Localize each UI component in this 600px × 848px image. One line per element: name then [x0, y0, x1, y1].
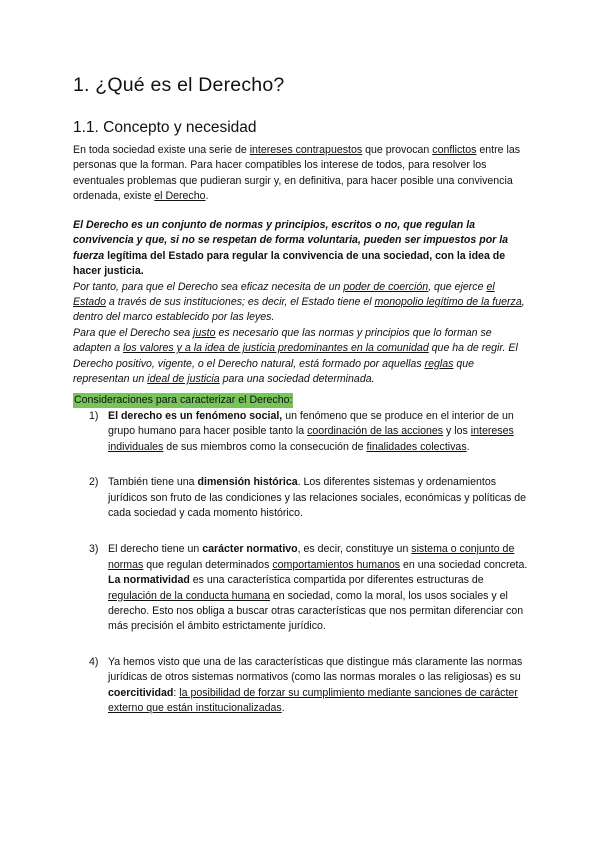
definition-underline: justo: [193, 326, 216, 339]
list-number: 3): [89, 543, 99, 556]
definition-underline: ideal de justicia: [147, 373, 220, 386]
item-text: de sus miembros como la consecución de: [163, 440, 367, 453]
item-bold: coercitividad: [108, 686, 174, 699]
considerations-list: [73, 409, 529, 717]
item-underline: la posibilidad de forzar su cumplimiento mediante sanciones de carácter externo que están institucionalizadas: [108, 686, 518, 715]
list-item: [73, 475, 529, 521]
definition-justice: [73, 326, 529, 388]
list-item: [73, 409, 529, 455]
intro-text: En toda sociedad existe una serie de: [73, 144, 250, 156]
item-bold: La normatividad: [108, 574, 190, 587]
definition-text: que representan un: [73, 357, 475, 386]
definition-text: Por tanto, para que el Derecho sea eficaz necesita de un: [73, 280, 344, 293]
definition-text: que ha de regir. El Derecho positivo, vigente, o el Derecho natural, está formado por aquellas: [73, 342, 518, 370]
definition-text: para una sociedad determinada.: [219, 373, 375, 386]
item-text: También tiene una: [108, 476, 198, 489]
item-underline: finalidades colectivas: [366, 440, 467, 453]
item-underline: intereses individuales: [108, 425, 514, 453]
item-underline: coordinación de las acciones: [307, 425, 444, 438]
item-text: es una característica compartida por diferentes estructuras de: [189, 574, 484, 587]
list-number: 2): [89, 476, 99, 489]
list-item: [73, 655, 529, 717]
definition-underline: reglas: [424, 357, 454, 370]
list-number: 4): [89, 655, 99, 668]
item-underline: regulación de la conducta humana: [108, 589, 270, 602]
intro-underline: conflictos: [432, 144, 477, 156]
intro-underline: el Derecho: [154, 190, 206, 203]
definition-text: , que ejerce: [428, 280, 487, 293]
definition-text: a través de sus instituciones; es decir, el Estado tiene el: [105, 296, 375, 309]
intro-text: entre las personas que la forman. Para hacer compatibles los interese de todos, para resolver los eventuales problemas que pudieran surgir y, en definitiva, para hacer posible una convivencia ordenada, existe: [73, 144, 521, 203]
definition-text: Para que el Derecho sea: [73, 326, 194, 339]
item-text: en sociedad, como la moral, los usos sociales y el derecho. Esto nos obliga a buscar otras características que nos permitan diferenciar con más precisión el ámbito estrictamente jurídico.: [108, 589, 524, 633]
page-title: 1. ¿Qué es el Derecho?: [73, 74, 285, 96]
item-text: que regulan determinados: [143, 558, 273, 571]
definition-coercion: [73, 280, 529, 326]
item-text: :: [173, 686, 180, 699]
intro-text: .: [205, 190, 209, 203]
item-text: en una sociedad concreta.: [400, 558, 528, 571]
item-bold: El derecho es un fenómeno social,: [108, 410, 283, 422]
item-text: . Los diferentes sistemas y ordenamientos jurídicos son fruto de las condiciones y las relaciones sociales, económicas y políticas de cada sociedad y cada momento histórico.: [108, 476, 527, 520]
intro-paragraph: [73, 143, 529, 205]
definition-text: es necesario que las normas y principios que lo forman se adapten a: [73, 326, 492, 355]
definition-main: [73, 218, 529, 280]
definition-text: , dentro del marco establecido por las leyes.: [73, 296, 525, 324]
item-text: .: [281, 702, 285, 715]
item-bold: carácter normativo: [202, 543, 298, 556]
item-text: un fenómeno que se produce en el interior de un grupo humano para hacer posible tanto la: [108, 410, 514, 438]
section-subtitle: 1.1. Concepto y necesidad: [73, 119, 257, 136]
item-text: , es decir, constituye un: [297, 543, 412, 556]
item-text: Ya hemos visto que una de las características que distingue más claramente las normas jurídicas de otros sistemas normativos (como las normas morales o las religiosas) es su: [108, 655, 523, 684]
list-item: [73, 542, 529, 634]
definition-bold: legítima del Estado para regular la convivencia de una sociedad, con la idea de hacer justicia.: [73, 249, 506, 278]
item-text: El derecho tiene un: [108, 543, 203, 556]
item-underline: comportamientos humanos: [272, 558, 401, 571]
definition-bold-italic: El Derecho es un conjunto de normas y principios, escritos o no, que regulan la convivencia y que, si no se respetan de forma voluntaria, pueden ser impuestos por la fuerza: [73, 219, 509, 262]
list-number: 1): [89, 410, 99, 422]
item-text: y los: [443, 425, 471, 438]
definition-underline: el Estado: [73, 280, 495, 309]
item-underline: sistema o conjunto de normas: [108, 543, 515, 571]
definition-underline: los valores y a la idea de justicia predominantes en la comunidad: [123, 342, 429, 355]
considerations-heading: Consideraciones para caracterizar el Derecho:: [73, 393, 293, 408]
intro-text: que provocan: [362, 144, 433, 156]
definition-block: [73, 218, 529, 387]
item-bold: dimensión histórica: [197, 476, 298, 489]
item-text: .: [466, 440, 470, 453]
definition-underline: monopolio legítimo de la fuerza: [374, 296, 522, 309]
definition-underline: poder de coerción: [343, 280, 429, 293]
intro-underline: intereses contrapuestos: [249, 144, 363, 156]
